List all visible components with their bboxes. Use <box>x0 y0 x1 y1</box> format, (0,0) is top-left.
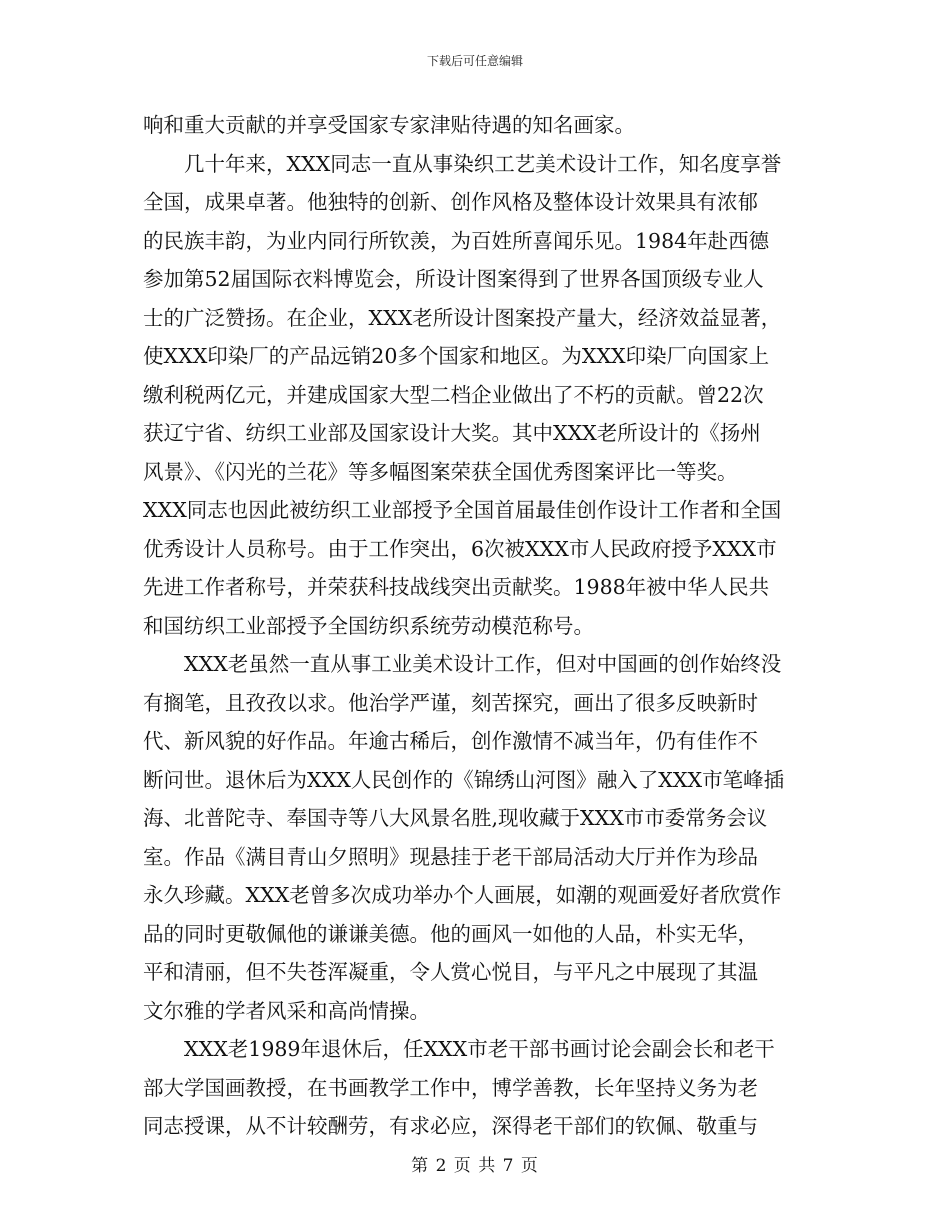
text-line: 响和重大贡献的并享受国家专家津贴待遇的知名画家。 <box>143 113 635 137</box>
text-line: 士的广泛赞扬。在企业，XXX老所设计图案投产量大，经济效益显著， <box>143 305 782 330</box>
text-line: 品的同时更敬佩他的谦谦美德。他的画风一如他的人品，朴实无华， <box>143 921 758 946</box>
text-line: 海、北普陀寺、奉国寺等八大风景名胜,现收藏于XXX市市委常务会议 <box>143 806 768 830</box>
text-line: 获辽宁省、纺织工业部及国家设计大奖。其中XXX老所设计的《扬州 <box>143 421 761 445</box>
text-line: 和国纺织工业部授予全国纺织系统劳动模范称号。 <box>143 613 594 638</box>
paragraph-first-line: 几十年来，XXX同志一直从事染织工艺美术设计工作，知名度享誉 <box>184 151 782 176</box>
paragraph-first-line: XXX老1989年退休后，任XXX市老干部书画讨论会副会长和老干 <box>184 1037 775 1061</box>
text-line: 永久珍藏。XXX老曾多次成功举办个人画展，如潮的观画爱好者欣赏作 <box>143 883 782 907</box>
text-line: XXX同志也因此被纺织工业部授予全国首届最佳创作设计工作者和全国 <box>143 498 782 522</box>
text-line: 风景》、《闪光的兰花》等多幅图案荣获全国优秀图案评比一等奖。 <box>143 459 738 484</box>
text-line: 部大学国画教授，在书画教学工作中，博学善教，长年坚持义务为老 <box>143 1075 758 1100</box>
text-line: 先进工作者称号，并荣获科技战线突出贡献奖。1988年被中华人民共 <box>143 575 770 599</box>
page-number-footer: 第 2 页 共 7 页 <box>411 1156 539 1176</box>
text-line: 代、新风貌的好作品。年逾古稀后，创作激情不减当年，仍有佳作不 <box>143 729 758 753</box>
text-line: 缴利税两亿元，并建成国家大型二档企业做出了不朽的贡献。曾22次 <box>143 382 764 407</box>
text-line: 同志授课，从不计较酬劳，有求必应，深得老干部们的钦佩、敬重与 <box>143 1114 758 1138</box>
text-line: 有搁笔，且孜孜以求。他治学严谨，刻苦探究，画出了很多反映新时 <box>143 690 758 715</box>
text-line: 室。作品《满目青山夕照明》现悬挂于老干部局活动大厅并作为珍品 <box>143 844 758 869</box>
page-header: 下载后可任意编辑 <box>426 54 523 68</box>
text-line: 全国，成果卓著。他独特的创新、创作风格及整体设计效果具有浓郁 <box>143 190 758 214</box>
paragraph-first-line: XXX老虽然一直从事工业美术设计工作，但对中国画的创作始终没 <box>184 652 782 676</box>
text-line: 断问世。退休后为XXX人民创作的《锦绣山河图》融入了XXX市笔峰插 <box>143 767 785 792</box>
text-line: 优秀设计人员称号。由于工作突出，6次被XXX市人民政府授予XXX市 <box>143 536 777 561</box>
text-line: 的民族丰韵，为业内同行所钦羡，为百姓所喜闻乐见。1984年赴西德 <box>143 228 770 253</box>
text-line: 使XXX印染厂的产品远销20多个国家和地区。为XXX印染厂向国家上 <box>143 344 770 368</box>
text-line: 文尔雅的学者风采和高尚情操。 <box>143 998 430 1023</box>
text-line: 平和清丽，但不失苍浑凝重，令人赏心悦目，与平凡之中展现了其温 <box>143 960 758 984</box>
document-body <box>143 106 809 1146</box>
text-line: 参加第52届国际衣料博览会，所设计图案得到了世界各国顶级专业人 <box>143 267 764 291</box>
